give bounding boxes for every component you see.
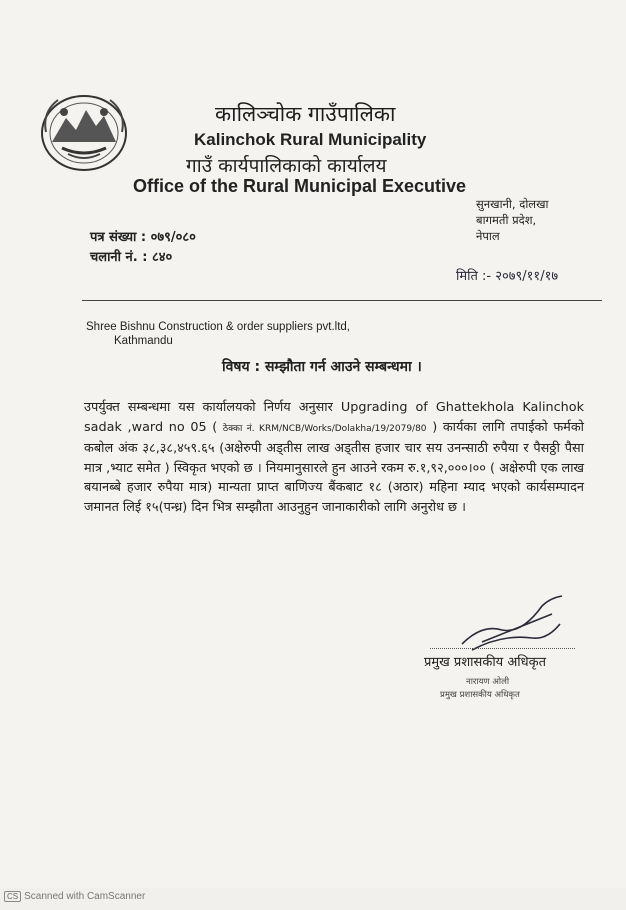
body-text: उपर्युक्त सम्बन्धमा यस कार्यालयको निर्णय अनुसार Upgrading of Ghattekhola Kalinchok sadak ,ward no 05 ( <box>84 400 584 435</box>
government-emblem-icon <box>38 92 130 174</box>
reference-block <box>90 228 330 268</box>
letter-date: मिति :- २०७९/११/१७ <box>456 269 559 284</box>
office-name-english: Office of the Rural Municipal Executive <box>133 176 467 196</box>
office-name-nepali: गाउँ कार्यपालिकाको कार्यालय <box>186 155 387 177</box>
letter-subject: विषय : सम्झौता गर्न आउने सम्बन्धमा । <box>222 359 422 375</box>
signatory-title: प्रमुख प्रशासकीय अधिकृत <box>424 655 547 670</box>
body-text: ) कार्यका लागि तपाईको फर्मको कबोल अंक ३८,३८,४५९.६५ (अक्षेरुपी अड्तीस लाख अड्तीस हजार चार सय उनन्साठी रुपैया र पैसठ्ठी पैसा मात्र ,भ्याट समेत ) स्विकृत भएको छ । नियमानुसारले हुन आउने रकम रु.१,९२,०००।०० ( अक्षेरुपी एक लाख बयानब्बे हजार रुपैया मात्र) मान्यता प्राप्त बाणिज्य बैंकबाट १८ (अठार) महिना म्याद भएको कार्यसम्पादन जमानत लिई १५(पन्ध्र) दिन भित्र सम्झौता आउनुहुन जानाकारीको लागि अनुरोध छ । <box>84 419 584 515</box>
camscanner-badge: CS <box>4 891 21 902</box>
address-line: सुनखानी, दोलखा <box>476 197 549 211</box>
letter-number: पत्र संख्या : ०७९/०८० <box>90 230 196 245</box>
signature-line <box>430 648 575 649</box>
dispatch-number: चलानी नं. : ८४० <box>90 250 173 265</box>
stamp-title: प्रमुख प्रशासकीय अधिकृत <box>440 690 520 700</box>
municipality-name-english: Kalinchok Rural Municipality <box>194 130 427 149</box>
letter-body <box>84 398 584 517</box>
address-line: बागमती प्रदेश, <box>476 213 537 227</box>
stamp-name: नारायण ओली <box>466 677 510 687</box>
address-line: नेपाल <box>476 229 500 243</box>
municipality-name-nepali: कालिञ्चोक गाउँपालिका <box>215 102 396 126</box>
contract-number: ठेक्का नं. KRM/NCB/Works/Dolakha/19/2079/80 <box>222 423 427 434</box>
recipient-name: Shree Bishnu Construction & order suppliers pvt.ltd, <box>86 321 350 333</box>
recipient-city: Kathmandu <box>114 335 173 347</box>
scanner-watermark <box>4 891 145 902</box>
signature-scribble-icon <box>432 594 572 654</box>
scanner-text: Scanned with CamScanner <box>24 891 146 902</box>
office-address <box>476 196 596 244</box>
recipient-block <box>86 320 446 348</box>
header-divider <box>82 300 602 301</box>
